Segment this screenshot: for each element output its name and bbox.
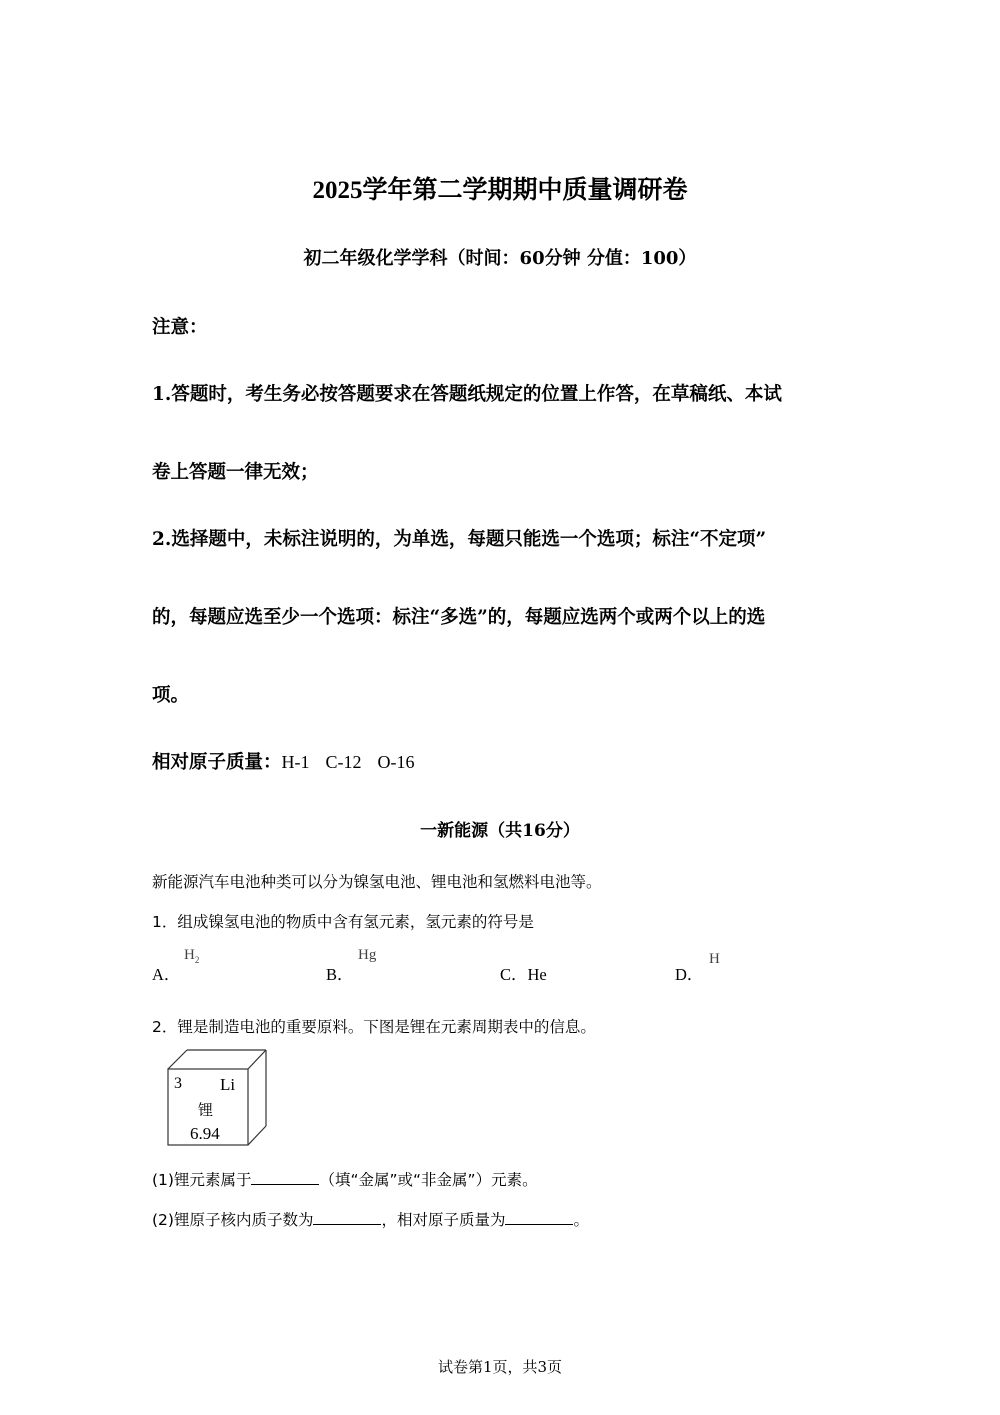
element-name: 锂 [198, 1101, 214, 1119]
option-text: He [527, 965, 547, 984]
formula-sub: 2 [194, 955, 200, 965]
element-card [165, 1047, 270, 1151]
option-formula [709, 951, 720, 968]
question-2-sub2 [152, 1208, 589, 1230]
section-title: 一新能源（共16分） [420, 821, 580, 841]
notice-line: 卷上答题一律无效； [152, 462, 319, 483]
atomic-mass-values [282, 752, 431, 772]
sub1-prefix: (1)锂元素属于 [152, 1171, 252, 1189]
option-a[interactable] [152, 947, 200, 985]
atomic-mass-value: O-16 [377, 752, 415, 772]
sub2-middle: ，相对原子质量为 [381, 1211, 506, 1229]
option-letter: C． [500, 965, 528, 984]
question-2-sub1 [152, 1168, 538, 1190]
option-c[interactable] [500, 961, 547, 985]
option-d[interactable] [675, 951, 720, 985]
question-1-stem: 1．组成镍氢电池的物质中含有氢元素，氢元素的符号是 [152, 913, 534, 931]
option-formula [358, 947, 376, 964]
question-2-stem: 2．锂是制造电池的重要原料。下图是锂在元素周期表中的信息。 [152, 1018, 596, 1036]
option-letter: D． [675, 965, 704, 984]
formula-main: H [709, 951, 720, 967]
element-symbol: Li [220, 1075, 236, 1094]
option-b[interactable] [326, 947, 377, 985]
page-title: 2025学年第二学期期中质量调研卷 [312, 177, 688, 204]
atomic-mass-line [152, 748, 431, 774]
option-formula [184, 947, 199, 965]
page-subtitle: 初二年级化学学科（时间：60分钟 分值：100） [303, 248, 697, 269]
sub1-suffix: （填“金属”或“非金属”）元素。 [319, 1171, 538, 1189]
sub2-suffix: 。 [573, 1211, 589, 1229]
atomic-mass-value: H-1 [281, 752, 310, 772]
answer-blank[interactable] [505, 1210, 573, 1225]
notice-line: 项。 [152, 685, 190, 706]
notice-line: 2.选择题中，未标注说明的，为单选，每题只能选一个选项；标注“不定项” [152, 529, 767, 550]
atomic-number: 3 [174, 1075, 182, 1092]
element-mass: 6.94 [190, 1124, 220, 1143]
question-1-options [152, 947, 852, 987]
answer-blank[interactable] [251, 1170, 319, 1185]
atomic-mass-label: 相对原子质量： [152, 752, 282, 773]
formula-main: H [184, 947, 195, 963]
option-letter: A． [152, 965, 181, 984]
answer-blank[interactable] [313, 1210, 381, 1225]
sub2-prefix: (2)锂原子核内质子数为 [152, 1211, 314, 1229]
option-letter: B． [326, 965, 354, 984]
formula-main: Hg [358, 947, 377, 963]
notice-heading: 注意： [152, 317, 208, 338]
notice-line: 的，每题应选至少一个选项：标注“多选”的，每题应选两个或两个以上的选 [152, 607, 766, 628]
page-footer: 试卷第1页，共3页 [437, 1358, 563, 1376]
atomic-mass-value: C-12 [325, 752, 362, 772]
notice-line: 1.答题时，考生务必按答题要求在答题纸规定的位置上作答，在草稿纸、本试 [152, 384, 782, 405]
section-intro: 新能源汽车电池种类可以分为镍氢电池、锂电池和氢燃料电池等。 [152, 873, 602, 891]
